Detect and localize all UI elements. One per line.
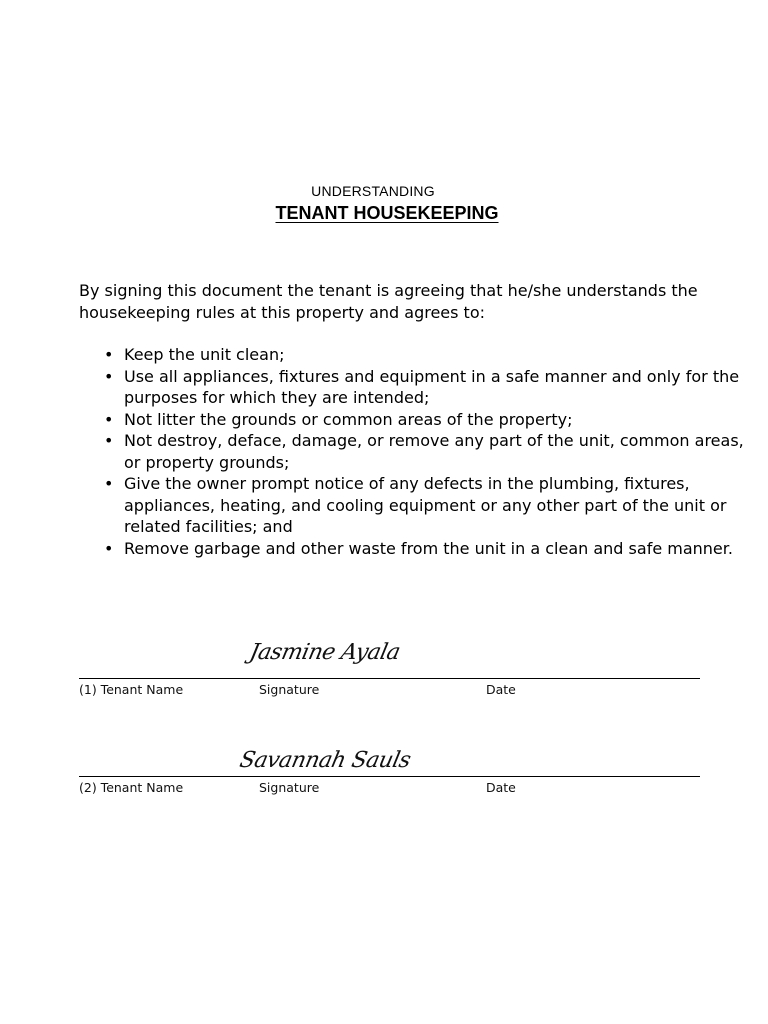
rule-item: • Not destroy, deface, damage, or remove any part of the unit, common areas, or property grounds; — [124, 430, 744, 473]
housekeeping-rules-list — [79, 344, 744, 559]
tenant-name-label-2: (2) Tenant Name — [79, 780, 184, 795]
rule-item: • Use all appliances, fixtures and equipment in a safe manner and only for the purposes for which they are intended; — [124, 366, 744, 409]
signature-line-2 — [79, 776, 700, 777]
rule-item: • Not litter the grounds or common areas of the property; — [124, 409, 744, 431]
intro-paragraph: By signing this document the tenant is agreeing that he/she understands the housekeeping rules at this property and agrees to: — [79, 281, 698, 322]
signature-line-1 — [79, 678, 700, 679]
document-subheading: UNDERSTANDING — [311, 183, 435, 199]
date-label-1: Date — [486, 682, 516, 697]
signature-label-2: Signature — [259, 780, 320, 795]
document-title: TENANT HOUSEKEEPING — [275, 203, 499, 223]
tenant-name-label-1: (1) Tenant Name — [79, 682, 184, 697]
rule-item: • Keep the unit clean; — [124, 344, 744, 366]
rule-item: • Remove garbage and other waste from the unit in a clean and safe manner. — [124, 538, 744, 560]
handwritten-signature-1: Jasmine Ayala — [247, 640, 403, 665]
handwritten-signature-2: Savannah Sauls — [237, 748, 413, 773]
date-label-2: Date — [486, 780, 516, 795]
rule-item: • Give the owner prompt notice of any defects in the plumbing, fixtures, appliances, heating, and cooling equipment or any other part of the unit or related facilities; and — [124, 473, 744, 538]
signature-label-1: Signature — [259, 682, 320, 697]
